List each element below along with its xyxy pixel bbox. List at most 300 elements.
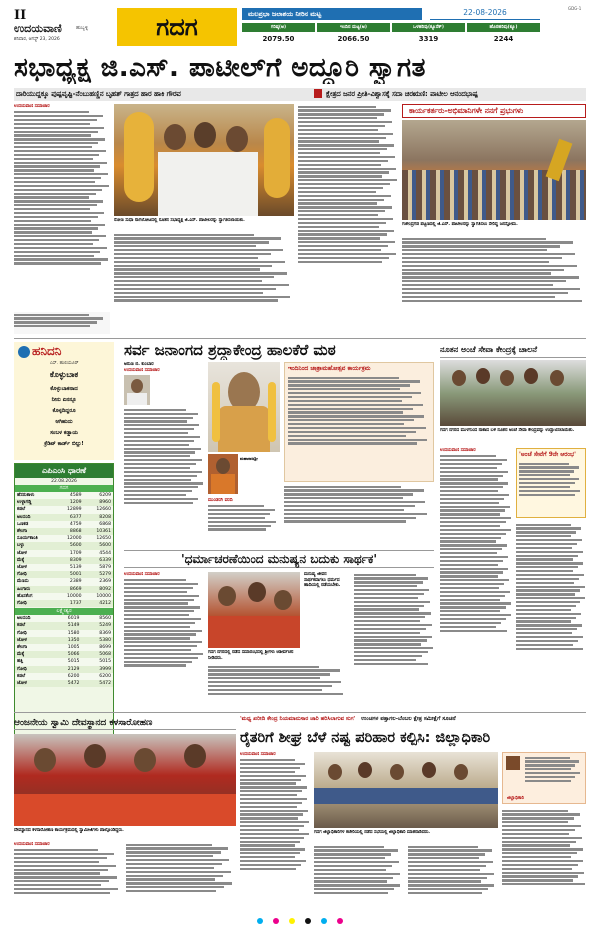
text-line (208, 673, 330, 675)
lead-subhead-2: ಕ್ಷೇತ್ರದ ಜನರ ಪ್ರೀತಿ-ವಿಶ್ವಾಸಕ್ಕೆ ಸದಾ ಚಿರಋಣಿ: ಪಾಟೀಲ ಆನಂದಭಾಷ್ಪ (326, 90, 478, 98)
text-line (14, 884, 101, 886)
text-line (440, 517, 511, 519)
text-line (240, 829, 299, 831)
jatra-box (284, 362, 434, 482)
text-line (354, 612, 431, 614)
text-line (516, 628, 577, 630)
text-line (114, 280, 262, 282)
text-line (440, 478, 498, 480)
text-line (502, 844, 570, 846)
max-price: 5279 (99, 572, 111, 578)
text-line (240, 771, 295, 773)
text-line (402, 261, 549, 263)
max-price: 5068 (99, 652, 111, 658)
text-line (298, 249, 381, 251)
text-line (14, 876, 117, 878)
text-line (124, 637, 190, 639)
text-line (126, 871, 231, 873)
text-line (440, 467, 497, 469)
max-price: 4212 (99, 601, 111, 607)
min-price: 6377 (69, 514, 82, 520)
text-line (408, 873, 494, 875)
text-line (14, 138, 105, 140)
post-box (516, 448, 586, 518)
min-price: 5001 (69, 572, 82, 578)
text-line (516, 535, 571, 537)
text-line (114, 257, 258, 259)
text-line (288, 404, 423, 406)
dam-date: 22-08-2026 (430, 8, 540, 20)
dharma-quote-box (304, 572, 350, 622)
text-line (354, 616, 425, 618)
dharma-quote: ಮನುಷ್ಯ ಜೀವನ ಸಾರ್ಥಕವಾಗಲು ಧರ್ಮದ ಹಾದಿಯಲ್ಲಿ ನಡೆಯಬೇಕು. (304, 572, 341, 589)
text-line (284, 520, 406, 522)
min-price: 1580 (67, 630, 80, 636)
text-line (208, 521, 276, 523)
text-line (114, 261, 285, 263)
lead-subhead: ದಾರಿಯುದ್ದಕ್ಕೂ ಪುಷ್ಪವೃಷ್ಟಿ-ನೆಂಬುಹಣ್ಣಿನ ಬೃಹತ್ ಗಾತ್ರದ ಹಾರ ಹಾಕಿ ಗೌರವ (16, 90, 181, 98)
text-line (525, 764, 575, 766)
text-line (402, 280, 566, 282)
min-price: 5600 (69, 543, 82, 549)
text-line (124, 599, 194, 601)
text-line (440, 583, 504, 585)
crop-kicker-1: 'ಮಧ್ಯ ಖರೀದಿ ಕೇಂದ್ರ ನಿಯಮಾನುಸಾರ ಜಾರಿ ಹರಿಸಿಲಾಗುವ ಸುಗ' (240, 716, 356, 722)
text-line (314, 884, 400, 886)
news-label: ಮುಂಡರಗಿ ವರದಿ (208, 498, 233, 503)
text-line (114, 237, 281, 239)
text-line (240, 841, 300, 843)
text-line (288, 411, 403, 413)
text-line (288, 388, 400, 390)
text-line (14, 321, 97, 323)
text-line (240, 802, 302, 804)
text-line (502, 810, 568, 812)
commodity-name: ಸೂರ್ಯಕಾಂತಿ (17, 536, 38, 542)
text-line (114, 241, 269, 243)
lead-subhead-bar (14, 88, 586, 101)
rate-row (15, 571, 113, 578)
text-line (440, 502, 499, 504)
text-line (354, 585, 417, 587)
text-line (14, 127, 104, 129)
text-line (124, 602, 188, 604)
min-price: 1209 (69, 500, 82, 506)
rate-row (15, 557, 113, 564)
text-line (502, 852, 577, 854)
temple-column-2 (126, 842, 236, 918)
text-line (408, 869, 480, 871)
district-name: ಗದಗ (156, 13, 198, 41)
author-photo (124, 375, 150, 405)
rate-row (15, 600, 113, 607)
crop-body-1 (240, 758, 310, 918)
text-line (354, 597, 418, 599)
text-line (14, 119, 97, 121)
text-line (408, 865, 486, 867)
text-line (14, 325, 90, 327)
text-line (314, 873, 400, 875)
text-line (14, 165, 100, 167)
text-line (14, 235, 106, 237)
text-line (240, 810, 308, 812)
temple-caption: ದೇವಸ್ಥಾನದ ಕಳಸಾರೋಹಣ ಕಾರ್ಯಕ್ರಮದಲ್ಲಿ ಸ್ವಾಮೀಜಿಗಳು ಪಾಲ್ಗೊಂಡಿದ್ದರು. (14, 828, 124, 833)
max-price: 10361 (96, 529, 111, 535)
text-line (14, 857, 107, 859)
text-line (525, 776, 575, 778)
text-line (402, 265, 577, 267)
max-price: 6209 (99, 493, 111, 498)
text-line (516, 574, 584, 576)
text-line (402, 241, 573, 243)
text-line (114, 284, 289, 286)
text-line (14, 142, 98, 144)
text-line (298, 152, 380, 154)
text-line (402, 296, 555, 298)
text-line (440, 579, 509, 581)
commodity-name: ಕಡಲೆ (17, 507, 26, 513)
text-line (126, 875, 223, 877)
text-line (288, 427, 426, 429)
min-price: 4759 (69, 521, 82, 527)
temple-byline: ಉದಯವಾಣಿ ಸಮಾಚಾರ (14, 842, 50, 847)
text-line (516, 558, 573, 560)
text-line (516, 632, 572, 634)
dharma-body-3 (208, 664, 350, 708)
text-line (354, 574, 416, 576)
text-line (440, 533, 506, 535)
text-line (14, 853, 114, 855)
max-price: 6339 (99, 557, 111, 563)
math-headline: ಸರ್ವ ಜನಾಂಗದ ಶ್ರದ್ಧಾಕೇಂದ್ರ ಹಾಲಕೆರೆ ಮಠ (124, 341, 336, 359)
text-line (124, 591, 187, 593)
text-line (502, 848, 583, 850)
text-line (124, 626, 190, 628)
text-line (354, 643, 421, 645)
text-line (298, 129, 378, 131)
text-line (440, 556, 508, 558)
rate-row (15, 506, 113, 513)
text-line (314, 853, 391, 855)
dam-value: 2079.50 (262, 35, 295, 43)
text-line (208, 513, 270, 515)
text-line (502, 872, 584, 874)
text-line (516, 644, 573, 646)
text-line (502, 821, 568, 823)
text-line (124, 490, 192, 492)
text-line (516, 648, 583, 650)
text-line (440, 513, 500, 515)
lead-photo-1 (114, 104, 294, 216)
text-line (240, 864, 301, 866)
lead-column-1b (14, 312, 110, 334)
text-line (298, 148, 387, 150)
text-line (354, 651, 428, 653)
post-caption: ಗದಗ ನಗರದ ಮುಳಗುಂದ ನಾಕಾದ ಬಳಿ ನೂತನ ಅಂಚೆ ಸೇವಾ ಕೇಂದ್ರವನ್ನು ಉದ್ಘಾಟಿಸಲಾಯಿತು. (440, 428, 575, 433)
text-line (240, 759, 295, 761)
text-line (298, 179, 397, 181)
dharma-column-3 (208, 664, 350, 708)
min-price: 12899 (66, 507, 82, 513)
text-line (354, 636, 432, 638)
text-line (440, 506, 510, 508)
dharma-headline-bar (124, 550, 434, 568)
jatra-title: ಇಂದಿನಿಂದ ಜಾತ್ರಾಮಹೋತ್ಸವ ಕಾರ್ಯಕ್ರಮ (288, 365, 371, 372)
page-code: GDG-1 (568, 6, 582, 11)
text-line (298, 183, 390, 185)
dharma-photo (208, 572, 300, 648)
text-line (14, 204, 97, 206)
text-line (240, 821, 309, 823)
text-line (240, 763, 305, 765)
text-line (298, 160, 388, 162)
text-line (124, 633, 196, 635)
dharma-headline: 'ಧರ್ಮಾಚರಣೆಯಿಂದ ಮನುಷ್ಯನ ಬದುಕು ಸಾರ್ಥಕ' (180, 551, 377, 566)
text-line (502, 856, 571, 858)
max-price: 2369 (99, 579, 111, 585)
text-line (298, 230, 394, 232)
text-line (440, 610, 500, 612)
text-line (354, 628, 426, 630)
text-line (298, 164, 381, 166)
commodity-name: ಶೇಂಗಾ (17, 529, 28, 535)
text-line (124, 610, 194, 612)
min-price: 10000 (66, 593, 82, 599)
text-line (440, 568, 508, 570)
text-line (124, 420, 187, 422)
text-line (516, 524, 571, 526)
math-body-1 (124, 407, 204, 545)
text-line (288, 415, 424, 417)
text-line (14, 888, 118, 890)
max-price: 4544 (99, 550, 111, 556)
hanidani-box (14, 342, 114, 460)
text-line (240, 852, 300, 854)
rate-row (15, 499, 113, 506)
text-line (284, 509, 404, 511)
text-line (14, 134, 91, 136)
text-line (14, 247, 107, 249)
rate-row (15, 492, 113, 499)
min-price: 5149 (67, 623, 80, 629)
post-byline: ಉದಯವಾಣಿ ಸಮಾಚಾರ (440, 448, 476, 453)
text-line (519, 482, 575, 484)
text-line (354, 608, 419, 610)
hanidani-author: ಎಸ್. ಹುಲಿಯೂರ್ (50, 361, 79, 366)
text-line (284, 497, 403, 499)
text-line (114, 245, 256, 247)
max-price: 5879 (99, 565, 111, 571)
text-line (298, 257, 389, 259)
text-line (124, 463, 196, 465)
dc-photo (506, 756, 520, 770)
text-line (408, 853, 485, 855)
text-line (114, 249, 283, 251)
text-line (14, 212, 104, 214)
lead-byline: ಉದಯವಾಣಿ ಸಮಾಚಾರ (14, 104, 50, 109)
text-line (284, 505, 415, 507)
text-line (298, 195, 391, 197)
text-line (14, 173, 108, 175)
text-line (208, 666, 319, 668)
dharma-body-2 (354, 572, 434, 708)
rate-row (15, 615, 113, 622)
text-line (284, 501, 425, 503)
text-line (314, 880, 387, 882)
text-line (14, 317, 103, 319)
text-line (14, 258, 108, 260)
text-line (354, 659, 416, 661)
dharma-caption: ಗದಗ ನಗರದಲ್ಲಿ ನಡೆದ ಸಮಾರಂಭದಲ್ಲಿ ಶ್ರೀಗಳು ಆಶೀರ್ವಚನ ನೀಡಿದರು. (208, 650, 294, 661)
dam-columns (242, 23, 542, 32)
text-line (240, 817, 298, 819)
text-line (298, 187, 383, 189)
dc-note-box (502, 752, 586, 804)
rate-row (15, 550, 113, 557)
text-line (114, 253, 271, 255)
text-line (298, 144, 394, 146)
text-line (124, 475, 197, 477)
text-line (408, 884, 494, 886)
text-line (516, 589, 580, 591)
text-line (114, 265, 272, 267)
text-line (440, 599, 500, 601)
text-line (402, 249, 547, 251)
text-line (519, 490, 580, 492)
text-line (124, 622, 195, 624)
text-line (402, 245, 560, 247)
text-line (314, 877, 393, 879)
max-price: 8699 (99, 645, 111, 651)
text-line (126, 882, 232, 884)
max-price: 12650 (96, 536, 111, 542)
text-line (502, 813, 580, 815)
text-line (516, 578, 579, 580)
dam-column-label: ಗರಿಷ್ಠ(ಅ) (242, 23, 315, 32)
text-line (298, 175, 382, 177)
text-line (298, 214, 378, 216)
text-line (298, 106, 376, 108)
dam-column-label: ಹೊರಹರಿವು(ಕ್ಯೂ) (467, 23, 540, 32)
text-line (124, 583, 198, 585)
text-line (298, 253, 396, 255)
post-box-title: 'ಅಂಚೆ ಸೇವೆಗೆ 9ನೇ ಆರಂಭ' (519, 451, 576, 458)
rate-row (15, 680, 113, 687)
temple-column-1 (14, 842, 122, 918)
temple-body-2 (126, 842, 236, 918)
text-line (288, 423, 404, 425)
text-line (354, 632, 420, 634)
min-price: 1737 (69, 601, 82, 607)
text-line (240, 786, 307, 788)
text-line (14, 111, 89, 113)
min-price: 12000 (66, 536, 82, 542)
rate-row (15, 586, 113, 593)
text-line (14, 208, 90, 210)
text-line (354, 620, 420, 622)
text-line (14, 150, 106, 152)
text-line (516, 593, 575, 595)
commodity-name: ಹೊಸಕೆಂಗ (17, 593, 33, 599)
text-line (124, 630, 202, 632)
max-price: 6200 (99, 673, 111, 679)
post-headline: ನೂತನ ಅಂಚೆ ಸೇವಾ ಕೇಂದ್ರಕ್ಕೆ ಚಾಲನೆ (440, 344, 538, 354)
post-body-1 (440, 454, 512, 708)
dam-column-label: ಇಂದಿನ ಮಟ್ಟ(ಅ) (317, 23, 390, 32)
text-line (440, 544, 507, 546)
text-line (124, 494, 186, 496)
text-line (516, 539, 582, 541)
text-line (298, 191, 376, 193)
min-price: 8309 (69, 557, 82, 563)
text-line (408, 849, 492, 851)
text-line (314, 888, 394, 890)
rate-row (15, 651, 113, 658)
text-line (124, 614, 189, 616)
dharma-byline: ಉದಯವಾಣಿ ಸಮಾಚಾರ (124, 572, 160, 577)
text-line (284, 489, 424, 491)
text-line (14, 262, 101, 264)
text-line (516, 605, 576, 607)
text-line (408, 861, 493, 863)
dc-note-byline: ಜಿಲ್ಲಾಧಿಕಾರಿ (507, 796, 524, 801)
text-line (402, 284, 553, 286)
text-line (402, 276, 579, 278)
text-line (124, 409, 186, 411)
text-line (354, 663, 428, 665)
text-line (440, 606, 506, 608)
text-line (314, 865, 392, 867)
dam-level-box (242, 6, 584, 46)
text-line (298, 121, 392, 123)
text-line (525, 757, 570, 759)
dharma-column-2 (354, 572, 434, 708)
text-line (126, 878, 215, 880)
text-line (14, 869, 108, 871)
text-line (284, 493, 413, 495)
commodity-name: ಗೋಧಿ (17, 666, 27, 672)
text-line (440, 602, 511, 604)
text-line (14, 154, 99, 156)
text-line (14, 849, 98, 851)
rate-row (15, 564, 113, 571)
text-line (408, 857, 479, 859)
rate-row (15, 630, 113, 637)
text-line (502, 837, 582, 839)
max-price: 5015 (99, 659, 111, 665)
text-line (402, 238, 546, 240)
text-line (298, 199, 384, 201)
text-line (516, 609, 571, 611)
text-line (516, 531, 576, 533)
max-price: 5249 (99, 623, 111, 629)
min-price: 5139 (69, 565, 82, 571)
text-line (14, 193, 96, 195)
text-line (124, 440, 194, 442)
poem-line: ಕೊಳ್ಳುಬಾಕನಾದ (50, 386, 78, 392)
text-line (126, 890, 216, 892)
crop-body-4 (502, 808, 586, 918)
text-line (14, 115, 103, 117)
text-line (114, 268, 260, 270)
text-line (408, 892, 482, 894)
text-line (440, 591, 510, 593)
text-line (408, 877, 487, 879)
text-line (502, 829, 575, 831)
math-author: ಅರುಣ ಬಿ. ಕುಂಬಾರ (124, 362, 154, 367)
text-line (298, 133, 393, 135)
max-price: 8092 (99, 586, 111, 592)
